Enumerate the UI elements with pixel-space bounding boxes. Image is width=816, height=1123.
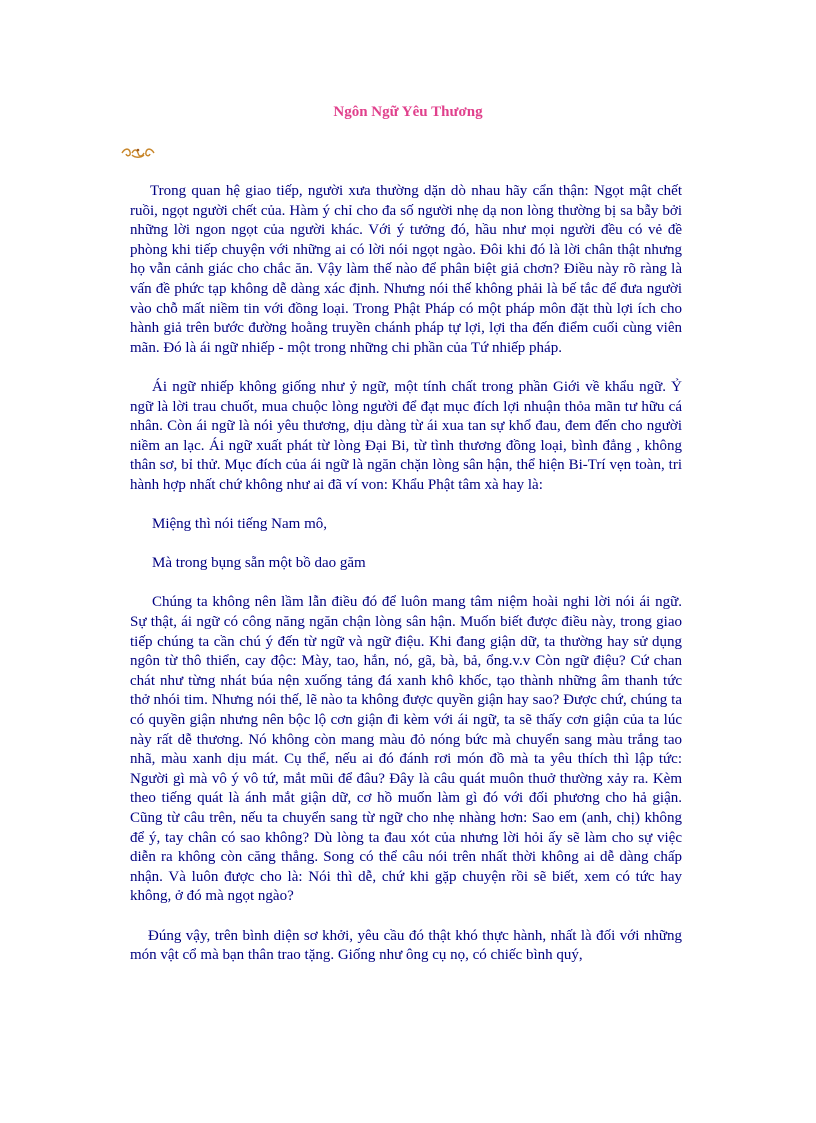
article-body <box>130 182 682 966</box>
decorative-flourish-icon <box>120 146 156 160</box>
paragraph-1: Trong quan hệ giao tiếp, người xưa thường dặn dò nhau hãy cẩn thận: Ngọt mật chết ruồi, ngọt người chết của. Hàm ý chỉ cho đa số người nhẹ dạ non lòng thường bị sa bẫy bởi những lời ngon ngọt của người khác. Với ý tưởng đó, hầu như mọi người đều có vẻ đề phòng khi tiếp chuyện với những ai có lời nói ngọt ngào. Đôi khi đó là lời chân thật nhưng họ vẫn cảnh giác cho chắc ăn. Vậy làm thế nào để phân biệt giả chơn? Điều này rõ ràng là vấn đề phức tạp không dễ dàng xác định. Nhưng nói thế không phải là bế tắc để đưa người vào chỗ mất niềm tin với đồng loại. Trong Phật Pháp có một pháp môn đặt thù lợi ích cho hành giả trên bước đường hoằng truyền chánh pháp tự lợi, lợi tha đến điểm cuối cùng viên mãn. Đó là ái ngữ nhiếp - một trong những chi phần của Tứ nhiếp pháp. <box>130 183 682 356</box>
verse-line-2: Mà trong bụng sẵn một bồ dao găm <box>152 555 366 572</box>
paragraph-2: Ái ngữ nhiếp không giống như ỷ ngữ, một tính chất trong phần Giới về khẩu ngữ. Ỷ ngữ là lời trau chuốt, mua chuộc lòng người để đạt mục đích lợi nhuận thỏa mãn tư hữu cá nhân. Còn ái ngữ là nói yêu thương, dịu dàng từ ái xua tan sự khổ đau, đem đến cho người niềm an lạc. Ái ngữ xuất phát từ lòng Đại Bi, từ tình thương đồng loại, bình đẳng , không thân sơ, bỉ thử. Mục đích của ái ngữ là ngăn chặn lòng sân hận, thể hiện Bi-Trí vẹn toàn, tri hành hợp nhất chứ không như ai đã ví von: Khẩu Phật tâm xà hay là: <box>130 378 682 493</box>
document-title: Ngôn Ngữ Yêu Thương <box>333 104 483 120</box>
paragraph-3: Chúng ta không nên lầm lẫn điều đó để luôn mang tâm niệm hoài nghi lời nói ái ngữ. Sự thật, ái ngữ có công năng ngăn chận lòng sân hận. Muốn biết được điều này, trong giao tiếp chúng ta cần chú ý đến từ ngữ và ngữ điệu. Khi đang giận dữ, ta thường hay sử dụng ngôn từ thô thiển, cay độc: Mày, tao, hắn, nó, gã, bà, bả, ổng.v.v Còn ngữ điệu? Cứ chan chát như từng nhát búa nện xuống tảng đá xanh khô khốc, tạo thành những âm thanh tức thở nhói tim. Nhưng nói thế, lẽ nào ta không được quyền giận hay sao? Được chứ, chúng ta có quyền giận nhưng nên bộc lộ cơn giận đi kèm với ái ngữ, ta sẽ thấy cơn giận của ta lúc này rất dễ thương. Nó không còn mang màu đỏ nóng bức mà chuyển sang màu trắng tao nhã, màu xanh dịu mát. Cụ thể, nếu ai đó đánh rơi món đồ mà ta yêu thích thì lập tức: Người gì mà vô ý vô tứ, mắt mũi để đâu? Đây là câu quát muôn thuở thường xảy ra. Kèm theo tiếng quát là ánh mắt giận dữ, cơ hồ muốn làm gì đó với đối phương cho hả giận. Cũng từ câu trên, nếu ta chuyển sang từ ngữ cho nhẹ nhàng hơn: Sao em (anh, chị) không để ý, tay chân có sao không? Dù lòng ta đau xót của nhưng lời hỏi ấy sẽ làm cho sự việc diễn ra không còn căng thẳng. Song có thể câu nói trên nhất thời không ai dễ dàng chấp nhận. Và luôn được cho là: Nói thì dễ, chứ khi gặp chuyện rồi sẽ biết, xem có tức hay không, ở đó mà ngọt ngào? <box>130 594 682 905</box>
paragraph-4: Đúng vậy, trên bình diện sơ khởi, yêu cầu đó thật khó thực hành, nhất là đối với những món vật cổ mà bạn thân trao tặng. Giống như ông cụ nọ, có chiếc bình quý, <box>130 927 682 964</box>
verse-line-1: Miệng thì nói tiếng Nam mô, <box>152 516 327 533</box>
